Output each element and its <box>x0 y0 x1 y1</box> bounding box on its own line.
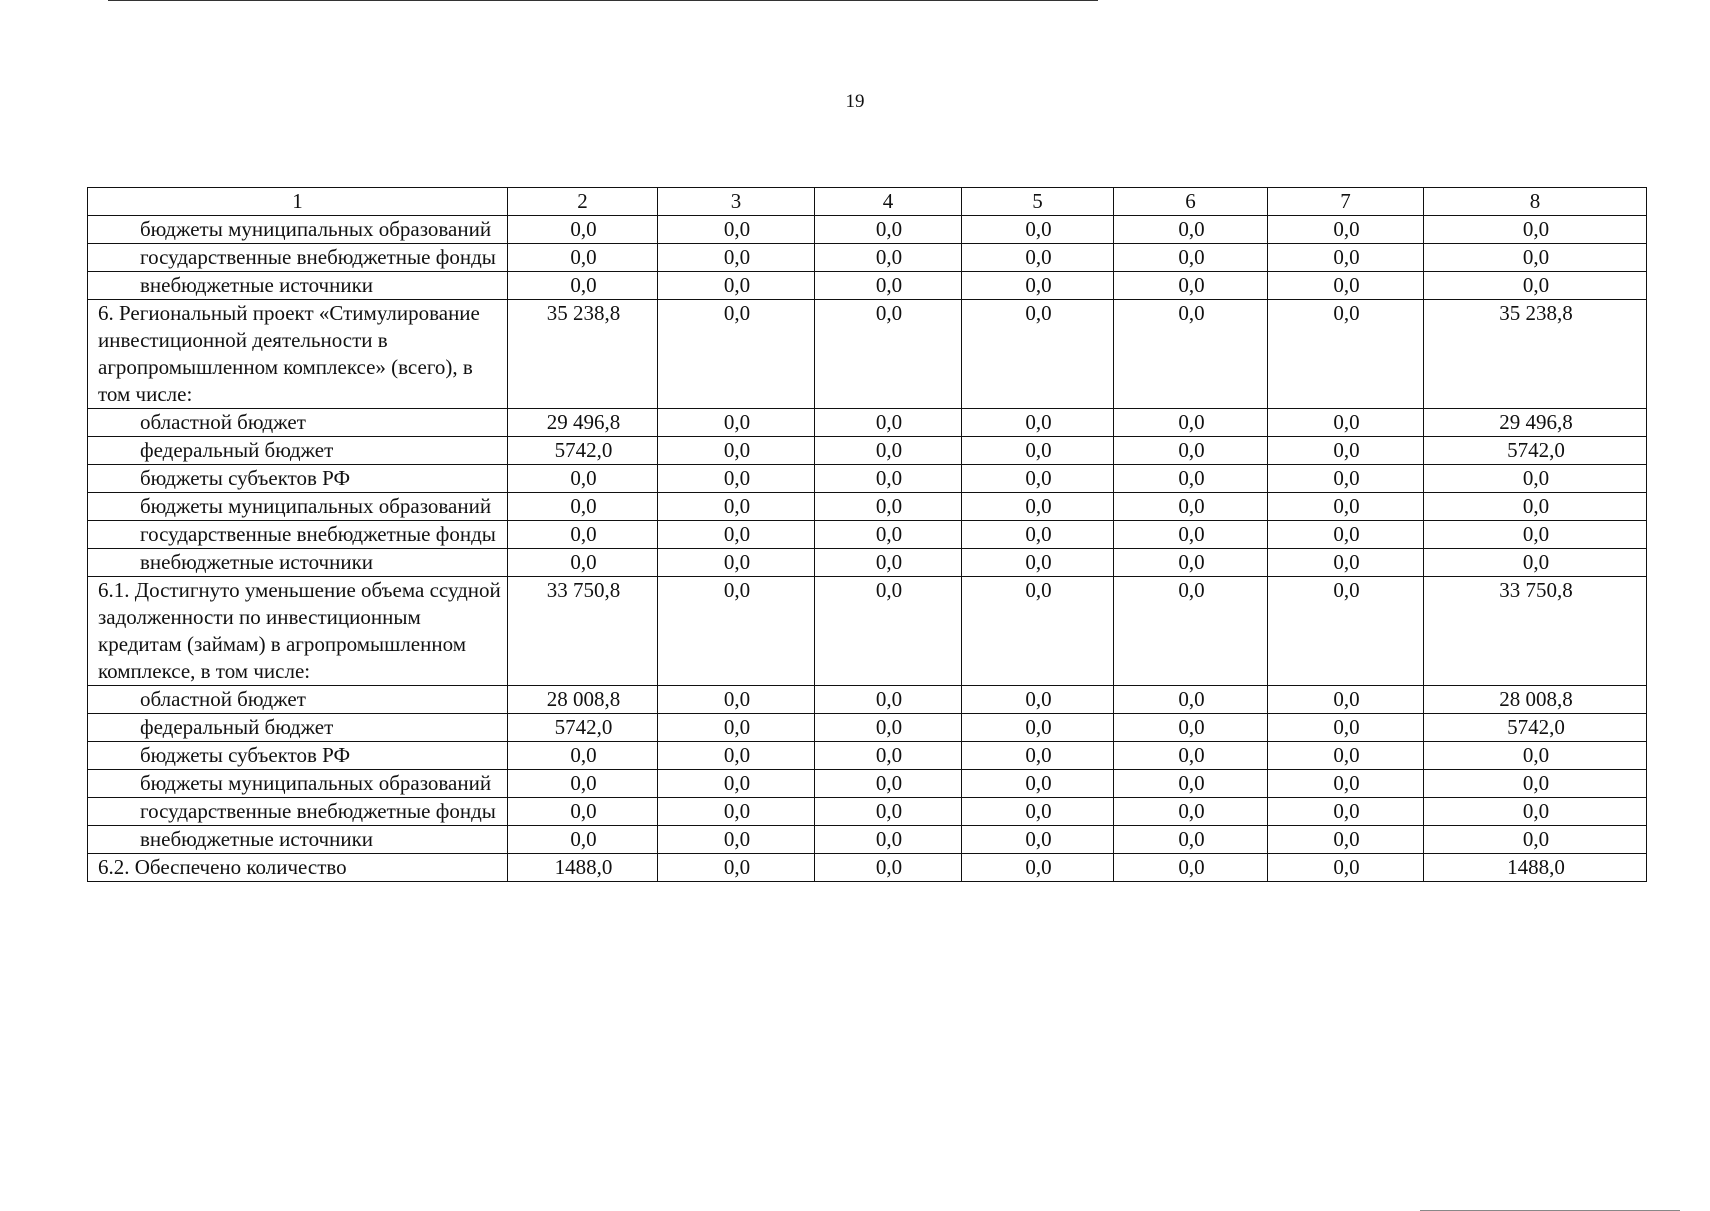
value-cell: 0,0 <box>1114 577 1268 686</box>
top-rule <box>108 0 1098 1</box>
value-cell: 0,0 <box>508 272 658 300</box>
value-cell: 0,0 <box>815 521 962 549</box>
value-cell: 0,0 <box>962 714 1114 742</box>
value-cell: 0,0 <box>658 826 815 854</box>
row-label: бюджеты муниципальных образований <box>88 216 508 244</box>
value-cell: 0,0 <box>815 465 962 493</box>
column-header: 1 <box>88 188 508 216</box>
value-cell: 28 008,8 <box>1424 686 1647 714</box>
value-cell: 0,0 <box>1114 549 1268 577</box>
row-label: бюджеты муниципальных образований <box>88 493 508 521</box>
table-row <box>88 272 1647 300</box>
value-cell: 0,0 <box>658 300 815 409</box>
value-cell: 0,0 <box>815 770 962 798</box>
value-cell: 0,0 <box>1268 272 1424 300</box>
table-row <box>88 216 1647 244</box>
row-label: 6.1. Достигнуто уменьшение объема ссудной задолженности по инвестиционным кредитам (займам) в агропромышленном комплексе, в том числе: <box>88 577 508 686</box>
value-cell: 0,0 <box>1268 826 1424 854</box>
value-cell: 0,0 <box>815 216 962 244</box>
row-label: внебюджетные источники <box>88 549 508 577</box>
value-cell: 0,0 <box>1114 216 1268 244</box>
value-cell: 0,0 <box>658 549 815 577</box>
value-cell: 0,0 <box>508 465 658 493</box>
value-cell: 0,0 <box>962 300 1114 409</box>
value-cell: 0,0 <box>658 686 815 714</box>
value-cell: 0,0 <box>1114 437 1268 465</box>
value-cell: 0,0 <box>1424 272 1647 300</box>
value-cell: 0,0 <box>962 770 1114 798</box>
row-label: государственные внебюджетные фонды <box>88 521 508 549</box>
table-row <box>88 300 1647 409</box>
value-cell: 0,0 <box>1268 577 1424 686</box>
page-number: 19 <box>845 91 865 112</box>
value-cell: 0,0 <box>658 409 815 437</box>
value-cell: 0,0 <box>962 854 1114 882</box>
table-row <box>88 714 1647 742</box>
value-cell: 0,0 <box>658 244 815 272</box>
value-cell: 0,0 <box>1268 521 1424 549</box>
value-cell: 0,0 <box>962 577 1114 686</box>
table-row <box>88 577 1647 686</box>
value-cell: 0,0 <box>815 244 962 272</box>
value-cell: 0,0 <box>815 577 962 686</box>
row-label: федеральный бюджет <box>88 437 508 465</box>
value-cell: 5742,0 <box>508 437 658 465</box>
value-cell: 0,0 <box>1268 409 1424 437</box>
value-cell: 0,0 <box>658 854 815 882</box>
row-label: 6.2. Обеспечено количество <box>88 854 508 882</box>
value-cell: 0,0 <box>508 742 658 770</box>
value-cell: 0,0 <box>815 409 962 437</box>
value-cell: 0,0 <box>815 826 962 854</box>
table-row <box>88 437 1647 465</box>
value-cell: 0,0 <box>1268 549 1424 577</box>
value-cell: 0,0 <box>962 272 1114 300</box>
value-cell: 0,0 <box>1424 216 1647 244</box>
value-cell: 0,0 <box>1268 798 1424 826</box>
value-cell: 0,0 <box>815 854 962 882</box>
value-cell: 0,0 <box>508 244 658 272</box>
value-cell: 0,0 <box>962 798 1114 826</box>
table-row <box>88 409 1647 437</box>
column-header: 7 <box>1268 188 1424 216</box>
value-cell: 0,0 <box>1268 437 1424 465</box>
value-cell: 0,0 <box>508 826 658 854</box>
value-cell: 0,0 <box>658 465 815 493</box>
value-cell: 0,0 <box>815 686 962 714</box>
value-cell: 0,0 <box>658 577 815 686</box>
table-row <box>88 770 1647 798</box>
value-cell: 0,0 <box>1268 465 1424 493</box>
value-cell: 0,0 <box>1114 521 1268 549</box>
value-cell: 0,0 <box>962 549 1114 577</box>
value-cell: 29 496,8 <box>1424 409 1647 437</box>
column-header: 4 <box>815 188 962 216</box>
value-cell: 0,0 <box>1114 300 1268 409</box>
value-cell: 0,0 <box>508 549 658 577</box>
value-cell: 0,0 <box>815 300 962 409</box>
column-header: 8 <box>1424 188 1647 216</box>
value-cell: 0,0 <box>1424 770 1647 798</box>
value-cell: 0,0 <box>1114 826 1268 854</box>
value-cell: 35 238,8 <box>508 300 658 409</box>
value-cell: 0,0 <box>1424 465 1647 493</box>
value-cell: 0,0 <box>658 521 815 549</box>
value-cell: 0,0 <box>815 549 962 577</box>
value-cell: 0,0 <box>1268 742 1424 770</box>
table-row <box>88 686 1647 714</box>
column-header: 6 <box>1114 188 1268 216</box>
value-cell: 0,0 <box>508 493 658 521</box>
row-label: бюджеты субъектов РФ <box>88 742 508 770</box>
table-row <box>88 854 1647 882</box>
value-cell: 0,0 <box>1114 409 1268 437</box>
value-cell: 0,0 <box>1268 300 1424 409</box>
value-cell: 0,0 <box>1114 465 1268 493</box>
value-cell: 0,0 <box>1424 742 1647 770</box>
value-cell: 0,0 <box>1114 686 1268 714</box>
value-cell: 0,0 <box>658 216 815 244</box>
value-cell: 0,0 <box>658 770 815 798</box>
budget-table <box>87 187 1647 882</box>
value-cell: 0,0 <box>962 826 1114 854</box>
value-cell: 0,0 <box>1114 742 1268 770</box>
value-cell: 35 238,8 <box>1424 300 1647 409</box>
value-cell: 0,0 <box>508 521 658 549</box>
table-row <box>88 826 1647 854</box>
table-row <box>88 244 1647 272</box>
value-cell: 29 496,8 <box>508 409 658 437</box>
row-label: бюджеты субъектов РФ <box>88 465 508 493</box>
value-cell: 0,0 <box>962 437 1114 465</box>
value-cell: 0,0 <box>658 272 815 300</box>
row-label: бюджеты муниципальных образований <box>88 770 508 798</box>
value-cell: 0,0 <box>658 798 815 826</box>
value-cell: 0,0 <box>815 714 962 742</box>
value-cell: 0,0 <box>1114 770 1268 798</box>
row-label: внебюджетные источники <box>88 826 508 854</box>
table-row <box>88 549 1647 577</box>
column-header: 2 <box>508 188 658 216</box>
row-label: федеральный бюджет <box>88 714 508 742</box>
value-cell: 0,0 <box>1268 714 1424 742</box>
row-label: 6. Региональный проект «Стимулирование инвестиционной деятельности в агропромышленном комплексе» (всего), в том числе: <box>88 300 508 409</box>
value-cell: 0,0 <box>508 798 658 826</box>
value-cell: 0,0 <box>1268 770 1424 798</box>
value-cell: 0,0 <box>962 686 1114 714</box>
table-row <box>88 465 1647 493</box>
value-cell: 33 750,8 <box>508 577 658 686</box>
value-cell: 0,0 <box>962 493 1114 521</box>
value-cell: 33 750,8 <box>1424 577 1647 686</box>
value-cell: 5742,0 <box>1424 437 1647 465</box>
value-cell: 0,0 <box>1424 244 1647 272</box>
row-label: государственные внебюджетные фонды <box>88 798 508 826</box>
value-cell: 0,0 <box>962 216 1114 244</box>
column-header: 5 <box>962 188 1114 216</box>
table-row <box>88 798 1647 826</box>
value-cell: 0,0 <box>815 272 962 300</box>
value-cell: 5742,0 <box>1424 714 1647 742</box>
value-cell: 0,0 <box>658 714 815 742</box>
value-cell: 0,0 <box>815 742 962 770</box>
value-cell: 0,0 <box>508 216 658 244</box>
row-label: областной бюджет <box>88 409 508 437</box>
value-cell: 0,0 <box>1114 798 1268 826</box>
value-cell: 0,0 <box>508 770 658 798</box>
value-cell: 0,0 <box>962 465 1114 493</box>
value-cell: 0,0 <box>1424 826 1647 854</box>
row-label: государственные внебюджетные фонды <box>88 244 508 272</box>
value-cell: 0,0 <box>962 244 1114 272</box>
table-body <box>88 188 1647 882</box>
value-cell: 0,0 <box>1424 521 1647 549</box>
value-cell: 0,0 <box>1268 854 1424 882</box>
value-cell: 0,0 <box>1424 493 1647 521</box>
value-cell: 1488,0 <box>508 854 658 882</box>
value-cell: 0,0 <box>1114 244 1268 272</box>
value-cell: 0,0 <box>962 742 1114 770</box>
value-cell: 0,0 <box>1114 493 1268 521</box>
value-cell: 0,0 <box>962 409 1114 437</box>
value-cell: 0,0 <box>1268 686 1424 714</box>
row-label: внебюджетные источники <box>88 272 508 300</box>
value-cell: 0,0 <box>1114 854 1268 882</box>
value-cell: 0,0 <box>815 437 962 465</box>
value-cell: 28 008,8 <box>508 686 658 714</box>
value-cell: 0,0 <box>658 742 815 770</box>
column-header-row <box>88 188 1647 216</box>
table-row <box>88 742 1647 770</box>
value-cell: 0,0 <box>1424 549 1647 577</box>
value-cell: 0,0 <box>962 521 1114 549</box>
table-row <box>88 521 1647 549</box>
value-cell: 0,0 <box>1268 216 1424 244</box>
value-cell: 0,0 <box>1114 272 1268 300</box>
value-cell: 0,0 <box>1268 244 1424 272</box>
row-label: областной бюджет <box>88 686 508 714</box>
table-row <box>88 493 1647 521</box>
value-cell: 0,0 <box>1424 798 1647 826</box>
value-cell: 0,0 <box>658 493 815 521</box>
value-cell: 0,0 <box>815 493 962 521</box>
value-cell: 5742,0 <box>508 714 658 742</box>
value-cell: 0,0 <box>815 798 962 826</box>
column-header: 3 <box>658 188 815 216</box>
value-cell: 0,0 <box>1268 493 1424 521</box>
value-cell: 0,0 <box>1114 714 1268 742</box>
value-cell: 0,0 <box>658 437 815 465</box>
value-cell: 1488,0 <box>1424 854 1647 882</box>
